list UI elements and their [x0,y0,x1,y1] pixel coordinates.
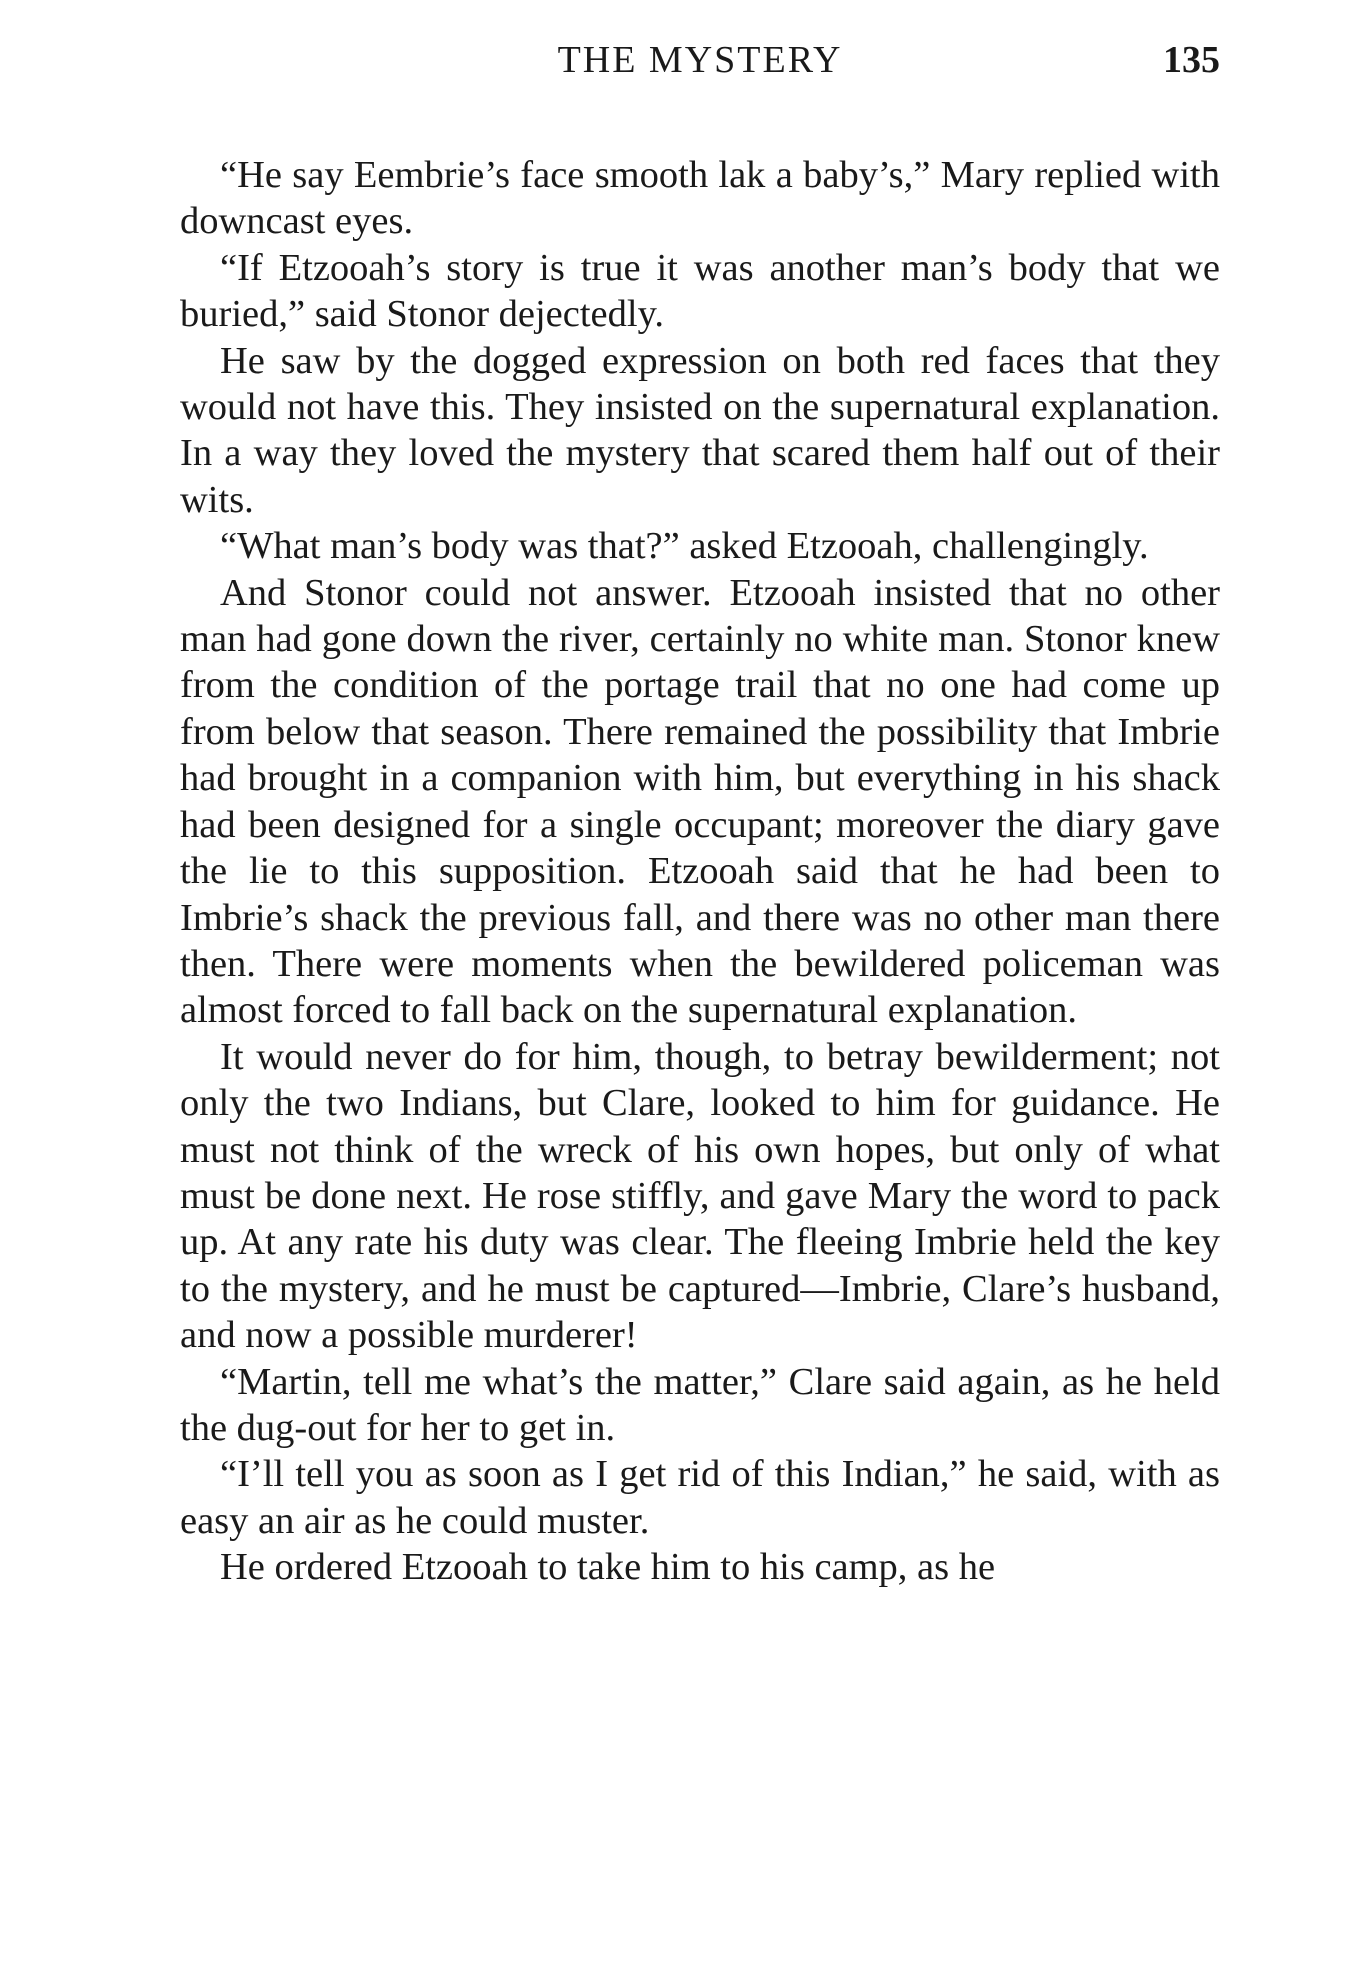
paragraph: “I’ll tell you as soon as I get rid of this Indian,” he said, with as easy an air as he could muster. [180,1453,1220,1542]
running-title: THE MYSTERY [557,39,843,81]
page-number: 135 [1163,39,1220,81]
paragraph: And Stonor could not answer. Etzooah insisted that no other man had gone down the river, certainly no white man. Stonor knew from the condition of the portage trail that no one had come up from below that season. There remained the possibility that Imbrie had brought in a companion with him, but everything in his shack had been designed for a single occupant; moreover the diary gave the lie to this supposition. Etzooah said that he had been to Imbrie’s shack the previous fall, and there was no other man there then. There were moments when the bewildered policeman was almost forced to fall back on the supernatural explanation. [180,571,1220,1032]
paragraph: He saw by the dogged expression on both red faces that they would not have this. They insisted on the supernatural explanation. In a way they loved the mystery that scared them half out of their wits. [180,339,1220,521]
paragraph: He ordered Etzooah to take him to his camp, as he [220,1546,996,1589]
paragraph: It would never do for him, though, to betray bewilderment; not only the two Indians, but Clare, looked to him for guidance. He must not think of the wreck of his own hopes, but only of what must be done next. He rose stiffly, and gave Mary the word to pack up. At any rate his duty was clear. The fleeing Imbrie held the key to the mystery, and he must be captured—Imbrie, Clare’s husband, and now a possible murderer! [180,1035,1220,1357]
paragraph: “He say Eembrie’s face smooth lak a baby’s,” Mary replied with downcast eyes. [180,154,1220,243]
paragraph: “Martin, tell me what’s the matter,” Clare said again, as he held the dug-out for her to get in. [180,1360,1220,1449]
paragraph: “If Etzooah’s story is true it was another man’s body that we buried,” said Stonor dejectedly. [180,246,1220,336]
paragraph: “What man’s body was that?” asked Etzooah, challengingly. [220,525,1149,568]
book-page [180,30,1220,1591]
body-text [180,152,1220,1591]
page-header [180,30,1220,100]
